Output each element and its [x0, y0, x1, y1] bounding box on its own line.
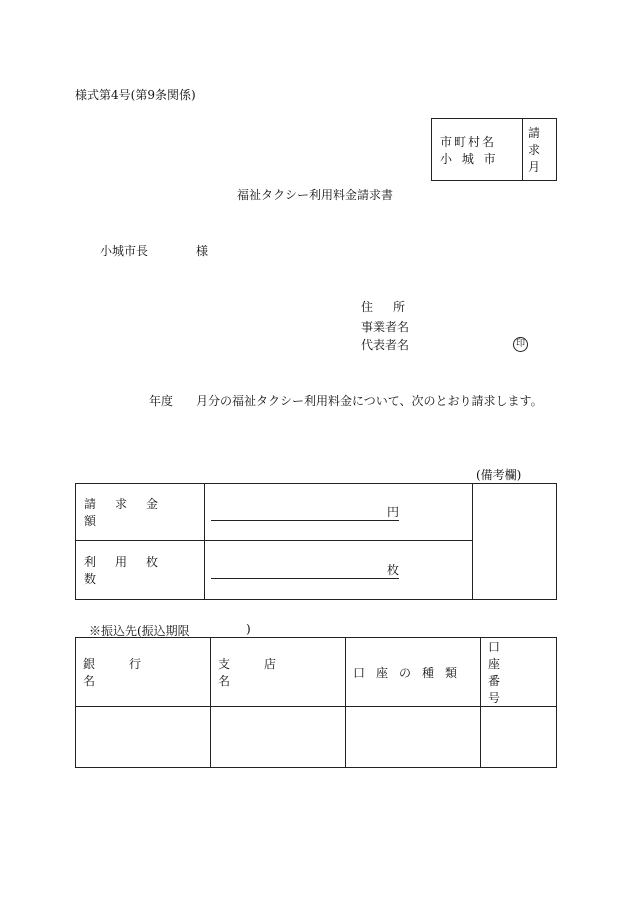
- branch-header: 支店名: [218, 657, 311, 688]
- account-type-header: 口座の種類: [353, 665, 469, 680]
- billing-month-label: 請求月: [528, 126, 541, 174]
- count-label: [84, 553, 178, 587]
- addressee-honorific: 様: [196, 244, 209, 258]
- address-label-char: 住所: [361, 300, 426, 314]
- billing-month-cell: [523, 119, 557, 181]
- account-number-header-cell: [481, 638, 557, 707]
- seal-mark: [513, 335, 528, 352]
- branch-header-cell: [211, 638, 346, 707]
- count-label-text: 利用枚数: [84, 555, 178, 586]
- remarks-cell: [473, 484, 557, 600]
- branch-cell[interactable]: [211, 707, 346, 768]
- bank-input-row: [76, 707, 557, 768]
- addressee-name: 小城市長: [100, 244, 149, 258]
- bank-name-cell[interactable]: [76, 707, 211, 768]
- billing-table: [75, 483, 557, 600]
- amount-label-text: 請求金額: [84, 497, 178, 528]
- bank-name-header-cell: [76, 638, 211, 707]
- bank-header-row: [76, 638, 557, 707]
- transfer-label: ※振込先(振込期限: [89, 624, 190, 638]
- count-value-cell: [205, 541, 473, 600]
- bank-name-header: 銀行名: [83, 657, 176, 688]
- header-box: [431, 118, 557, 181]
- business-name-label: 事業者名: [361, 320, 410, 334]
- amount-line: [211, 504, 399, 521]
- bank-table: [75, 637, 557, 768]
- address-label: [361, 298, 426, 315]
- account-number-header: 口座番号: [488, 640, 522, 705]
- amount-label: [84, 495, 178, 529]
- amount-label-cell: [76, 484, 205, 541]
- billing-row-amount: [76, 484, 557, 541]
- municipality-value: 小 城 市: [440, 151, 499, 166]
- amount-unit: 円: [386, 504, 399, 519]
- statement-text: 月分の福祉タクシー利用料金について、次のとおり請求します。: [196, 394, 543, 408]
- form-reference: 様式第4号(第9条関係): [75, 88, 196, 102]
- count-label-cell: [76, 541, 205, 600]
- account-type-cell[interactable]: [346, 707, 481, 768]
- municipality-cell: [432, 119, 523, 181]
- count-line: [211, 562, 399, 579]
- count-unit: 枚: [386, 562, 399, 577]
- remarks-label: (備考欄): [476, 468, 522, 482]
- representative-label: 代表者名: [361, 338, 410, 352]
- municipality-label: 市町村名: [440, 134, 497, 149]
- fiscal-year-label: 年度: [149, 394, 174, 408]
- transfer-close: ): [246, 622, 251, 636]
- amount-value-cell: [205, 484, 473, 541]
- account-number-cell[interactable]: [481, 707, 557, 768]
- page-title: 福祉タクシー利用料金請求書: [237, 188, 394, 202]
- seal-icon: 印: [513, 337, 528, 352]
- account-type-header-cell: [346, 638, 481, 707]
